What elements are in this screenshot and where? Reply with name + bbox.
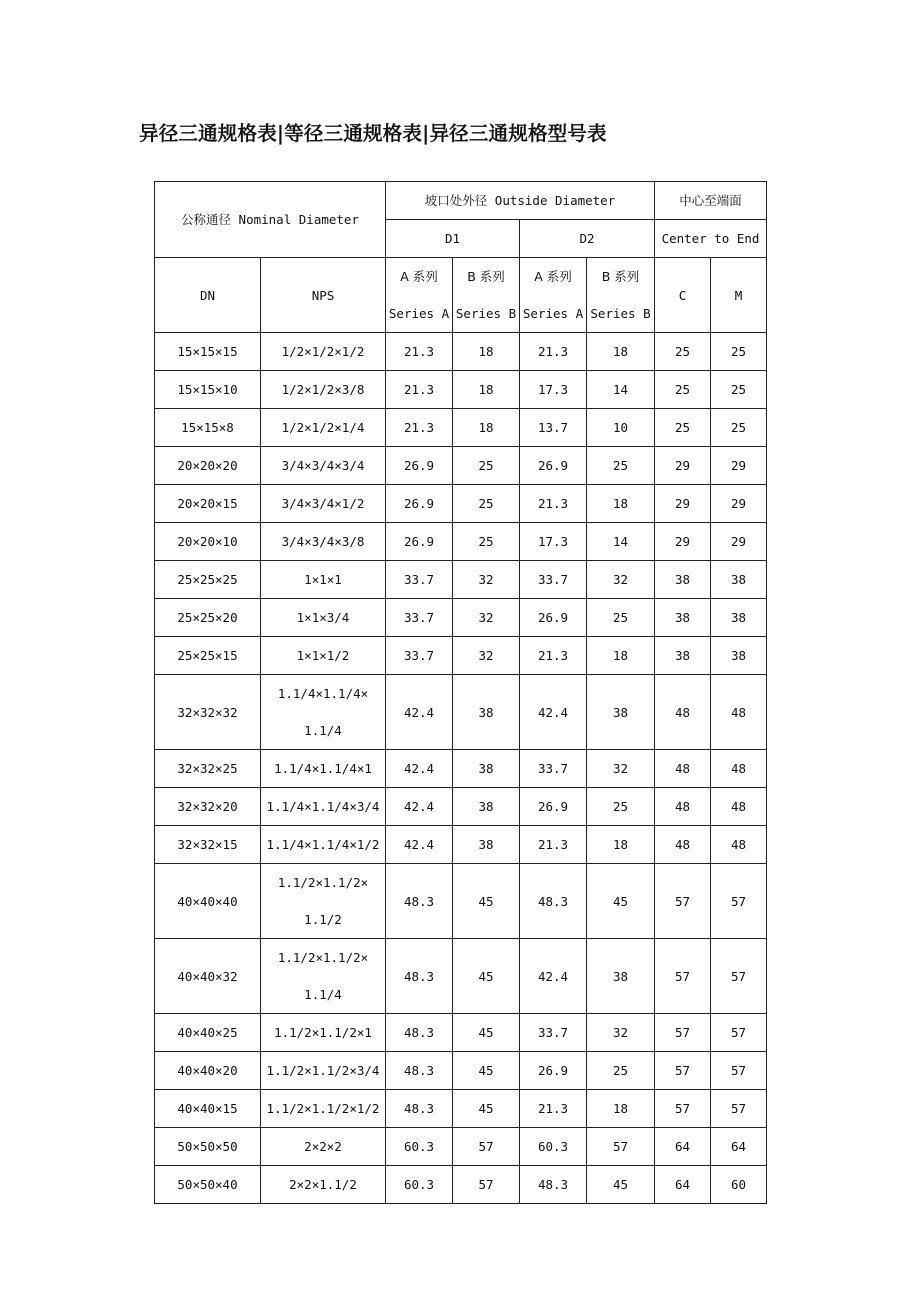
cell-c: 57 xyxy=(655,939,711,1014)
cell-m: 48 xyxy=(711,826,767,864)
cell-d1-series-a: 26.9 xyxy=(386,523,453,561)
series-a-en: Series A xyxy=(388,306,450,321)
cell-d2-series-a: 60.3 xyxy=(520,1128,587,1166)
cell-d2-series-b: 18 xyxy=(587,1090,655,1128)
cell-d1-series-b: 25 xyxy=(453,485,520,523)
cell-d1-series-b: 18 xyxy=(453,409,520,447)
cell-d2-series-a: 17.3 xyxy=(520,523,587,561)
nps-line: 1.1/4 xyxy=(304,987,342,1002)
cell-c: 25 xyxy=(655,371,711,409)
cell-c: 29 xyxy=(655,447,711,485)
cell-nps xyxy=(261,826,386,864)
table-row xyxy=(155,485,767,523)
cell-c: 25 xyxy=(655,409,711,447)
cell-d2-series-a: 21.3 xyxy=(520,1090,587,1128)
page-title: 异径三通规格表|等径三通规格表|异径三通规格型号表 xyxy=(139,122,607,145)
table-row xyxy=(155,561,767,599)
series-a-cn: A 系列 xyxy=(534,269,572,284)
cell-d2-series-a: 48.3 xyxy=(520,864,587,939)
header-m: M xyxy=(711,258,767,333)
cell-m: 57 xyxy=(711,864,767,939)
cell-nps xyxy=(261,864,386,939)
cell-d2-series-b: 57 xyxy=(587,1128,655,1166)
cell-dn: 32×32×15 xyxy=(155,826,261,864)
cell-dn: 32×32×32 xyxy=(155,675,261,750)
series-b-en: Series B xyxy=(455,306,517,321)
cell-d2-series-a: 48.3 xyxy=(520,1166,587,1204)
cell-d2-series-a: 21.3 xyxy=(520,333,587,371)
cell-nps xyxy=(261,409,386,447)
cell-d2-series-a: 26.9 xyxy=(520,599,587,637)
header-d2: D2 xyxy=(520,220,655,258)
cell-dn: 40×40×15 xyxy=(155,1090,261,1128)
cell-dn: 50×50×40 xyxy=(155,1166,261,1204)
nps-line: 1/2×1/2×3/8 xyxy=(281,382,365,397)
cell-c: 38 xyxy=(655,561,711,599)
cell-d1-series-b: 32 xyxy=(453,599,520,637)
nps-line: 3/4×3/4×1/2 xyxy=(281,496,365,511)
cell-nps xyxy=(261,939,386,1014)
cell-d2-series-a: 33.7 xyxy=(520,561,587,599)
cell-d1-series-b: 45 xyxy=(453,939,520,1014)
cell-m: 38 xyxy=(711,599,767,637)
cell-m: 25 xyxy=(711,371,767,409)
series-b-cn: B 系列 xyxy=(467,269,505,284)
cell-d2-series-b: 25 xyxy=(587,447,655,485)
cell-d2-series-b: 14 xyxy=(587,523,655,561)
tee-spec-table xyxy=(154,181,767,1204)
cell-d1-series-a: 48.3 xyxy=(386,1052,453,1090)
nps-line: 1/2×1/2×1/2 xyxy=(281,344,365,359)
cell-d1-series-b: 25 xyxy=(453,447,520,485)
cell-d2-series-b: 18 xyxy=(587,485,655,523)
nps-line: 1×1×1 xyxy=(304,572,342,587)
cell-d1-series-b: 38 xyxy=(453,826,520,864)
cell-d1-series-b: 38 xyxy=(453,750,520,788)
cell-m: 64 xyxy=(711,1128,767,1166)
cell-d2-series-a: 21.3 xyxy=(520,485,587,523)
cell-m: 57 xyxy=(711,1052,767,1090)
cell-d2-series-a: 26.9 xyxy=(520,447,587,485)
cell-m: 29 xyxy=(711,485,767,523)
cell-d1-series-b: 38 xyxy=(453,675,520,750)
cell-d1-series-a: 60.3 xyxy=(386,1166,453,1204)
nps-line: 1.1/4×1.1/4× xyxy=(277,686,369,701)
cell-d1-series-a: 33.7 xyxy=(386,561,453,599)
nps-line: 1×1×3/4 xyxy=(296,610,350,625)
table-row xyxy=(155,599,767,637)
cell-d1-series-b: 32 xyxy=(453,637,520,675)
cell-d1-series-b: 18 xyxy=(453,371,520,409)
nps-line: 1.1/4×1.1/4×1 xyxy=(274,761,372,776)
cell-dn: 32×32×20 xyxy=(155,788,261,826)
cell-c: 29 xyxy=(655,485,711,523)
nps-line: 3/4×3/4×3/4 xyxy=(281,458,365,473)
cell-nps xyxy=(261,1014,386,1052)
series-b-cn: B 系列 xyxy=(601,269,640,284)
cell-m: 57 xyxy=(711,1014,767,1052)
table-row xyxy=(155,371,767,409)
cell-nps xyxy=(261,561,386,599)
header-row-1 xyxy=(155,182,767,220)
cell-d1-series-b: 45 xyxy=(453,1090,520,1128)
cell-d2-series-b: 14 xyxy=(587,371,655,409)
series-b-en: Series B xyxy=(590,306,651,321)
cell-m: 25 xyxy=(711,409,767,447)
cell-m: 48 xyxy=(711,675,767,750)
header-d1-series-b xyxy=(453,258,520,333)
cell-d2-series-a: 42.4 xyxy=(520,939,587,1014)
cell-d1-series-b: 38 xyxy=(453,788,520,826)
cell-d2-series-a: 17.3 xyxy=(520,371,587,409)
nps-line: 1.1/2×1.1/2×3/4 xyxy=(266,1063,380,1078)
nps-line: 1.1/2 xyxy=(304,912,342,927)
cell-m: 57 xyxy=(711,1090,767,1128)
cell-m: 48 xyxy=(711,788,767,826)
cell-d1-series-a: 60.3 xyxy=(386,1128,453,1166)
cell-nps xyxy=(261,750,386,788)
cell-dn: 15×15×10 xyxy=(155,371,261,409)
cell-d1-series-a: 33.7 xyxy=(386,599,453,637)
cell-nps xyxy=(261,523,386,561)
cell-d1-series-a: 42.4 xyxy=(386,826,453,864)
nps-line: 2×2×2 xyxy=(304,1139,342,1154)
cell-d1-series-b: 18 xyxy=(453,333,520,371)
cell-d2-series-a: 42.4 xyxy=(520,675,587,750)
cell-nps xyxy=(261,599,386,637)
cell-m: 38 xyxy=(711,637,767,675)
series-a-en: Series A xyxy=(522,306,584,321)
cell-c: 48 xyxy=(655,750,711,788)
cell-d2-series-b: 32 xyxy=(587,750,655,788)
table-row xyxy=(155,1128,767,1166)
cell-d2-series-b: 25 xyxy=(587,1052,655,1090)
cell-d1-series-a: 48.3 xyxy=(386,939,453,1014)
table-row xyxy=(155,447,767,485)
nps-line: 1.1/4 xyxy=(304,723,342,738)
cell-nps xyxy=(261,333,386,371)
table-row xyxy=(155,333,767,371)
cell-d1-series-a: 48.3 xyxy=(386,1090,453,1128)
cell-d2-series-b: 18 xyxy=(587,826,655,864)
table-row xyxy=(155,637,767,675)
cell-d1-series-b: 32 xyxy=(453,561,520,599)
header-d2-series-a xyxy=(520,258,587,333)
nps-line: 1.1/2×1.1/2×1 xyxy=(274,1025,372,1040)
cell-nps xyxy=(261,1090,386,1128)
nps-line: 1.1/2×1.1/2× xyxy=(277,950,369,965)
cell-d1-series-a: 26.9 xyxy=(386,485,453,523)
cell-d1-series-b: 57 xyxy=(453,1128,520,1166)
table-row xyxy=(155,788,767,826)
cell-nps xyxy=(261,675,386,750)
header-row-3 xyxy=(155,258,767,333)
cell-d2-series-b: 10 xyxy=(587,409,655,447)
nps-line: 1×1×1/2 xyxy=(296,648,350,663)
cell-d1-series-a: 42.4 xyxy=(386,675,453,750)
table-row xyxy=(155,1014,767,1052)
cell-c: 57 xyxy=(655,1052,711,1090)
table-row xyxy=(155,1090,767,1128)
cell-dn: 40×40×25 xyxy=(155,1014,261,1052)
header-center-to-end-en: Center to End xyxy=(655,220,767,258)
cell-dn: 32×32×25 xyxy=(155,750,261,788)
cell-d2-series-b: 18 xyxy=(587,333,655,371)
cell-dn: 50×50×50 xyxy=(155,1128,261,1166)
cell-d1-series-a: 21.3 xyxy=(386,333,453,371)
cell-d2-series-a: 26.9 xyxy=(520,1052,587,1090)
cell-c: 25 xyxy=(655,333,711,371)
table-row xyxy=(155,523,767,561)
cell-d1-series-a: 26.9 xyxy=(386,447,453,485)
cell-d2-series-b: 25 xyxy=(587,599,655,637)
series-a-cn: A 系列 xyxy=(400,269,438,284)
nps-line: 1.1/4×1.1/4×3/4 xyxy=(266,799,380,814)
cell-c: 64 xyxy=(655,1166,711,1204)
cell-c: 64 xyxy=(655,1128,711,1166)
cell-d1-series-b: 45 xyxy=(453,1052,520,1090)
cell-d2-series-a: 21.3 xyxy=(520,637,587,675)
header-d1: D1 xyxy=(386,220,520,258)
cell-d2-series-b: 25 xyxy=(587,788,655,826)
cell-d1-series-a: 48.3 xyxy=(386,864,453,939)
cell-c: 29 xyxy=(655,523,711,561)
nps-line: 2×2×1.1/2 xyxy=(289,1177,357,1192)
cell-nps xyxy=(261,447,386,485)
table-row xyxy=(155,1052,767,1090)
cell-dn: 40×40×32 xyxy=(155,939,261,1014)
cell-d1-series-a: 42.4 xyxy=(386,750,453,788)
cell-d2-series-b: 18 xyxy=(587,637,655,675)
nps-line: 3/4×3/4×3/8 xyxy=(281,534,365,549)
cell-dn: 40×40×20 xyxy=(155,1052,261,1090)
table-row xyxy=(155,1166,767,1204)
cell-c: 57 xyxy=(655,1014,711,1052)
header-center-to-end-cn: 中心至端面 xyxy=(655,182,767,220)
header-nominal-diameter: 公称通径 Nominal Diameter xyxy=(155,182,386,258)
cell-c: 38 xyxy=(655,599,711,637)
cell-m: 29 xyxy=(711,447,767,485)
header-outside-diameter: 坡口处外径 Outside Diameter xyxy=(386,182,655,220)
cell-m: 48 xyxy=(711,750,767,788)
cell-nps xyxy=(261,1128,386,1166)
cell-m: 60 xyxy=(711,1166,767,1204)
cell-c: 57 xyxy=(655,1090,711,1128)
cell-c: 48 xyxy=(655,675,711,750)
cell-nps xyxy=(261,1166,386,1204)
nps-line: 1.1/2×1.1/2×1/2 xyxy=(266,1101,380,1116)
cell-d2-series-b: 45 xyxy=(587,864,655,939)
table-row xyxy=(155,675,767,750)
table-row xyxy=(155,939,767,1014)
cell-d1-series-b: 45 xyxy=(453,1014,520,1052)
cell-d2-series-a: 26.9 xyxy=(520,788,587,826)
cell-dn: 25×25×25 xyxy=(155,561,261,599)
cell-dn: 20×20×20 xyxy=(155,447,261,485)
cell-d2-series-a: 33.7 xyxy=(520,750,587,788)
cell-c: 48 xyxy=(655,788,711,826)
cell-d2-series-a: 33.7 xyxy=(520,1014,587,1052)
cell-m: 57 xyxy=(711,939,767,1014)
cell-d1-series-b: 45 xyxy=(453,864,520,939)
cell-d1-series-a: 42.4 xyxy=(386,788,453,826)
cell-nps xyxy=(261,485,386,523)
header-d2-series-b xyxy=(587,258,655,333)
cell-d2-series-a: 21.3 xyxy=(520,826,587,864)
cell-c: 57 xyxy=(655,864,711,939)
cell-dn: 40×40×40 xyxy=(155,864,261,939)
table-row xyxy=(155,750,767,788)
cell-d2-series-b: 38 xyxy=(587,675,655,750)
header-dn: DN xyxy=(155,258,261,333)
cell-dn: 20×20×15 xyxy=(155,485,261,523)
cell-dn: 15×15×8 xyxy=(155,409,261,447)
cell-d1-series-a: 48.3 xyxy=(386,1014,453,1052)
cell-d2-series-b: 45 xyxy=(587,1166,655,1204)
cell-d2-series-b: 32 xyxy=(587,561,655,599)
cell-d1-series-b: 25 xyxy=(453,523,520,561)
cell-dn: 20×20×10 xyxy=(155,523,261,561)
nps-line: 1.1/4×1.1/4×1/2 xyxy=(266,837,380,852)
table-row xyxy=(155,409,767,447)
table-row xyxy=(155,864,767,939)
cell-c: 38 xyxy=(655,637,711,675)
cell-d2-series-b: 38 xyxy=(587,939,655,1014)
cell-d1-series-a: 21.3 xyxy=(386,371,453,409)
table-row xyxy=(155,826,767,864)
cell-dn: 15×15×15 xyxy=(155,333,261,371)
cell-m: 38 xyxy=(711,561,767,599)
cell-nps xyxy=(261,788,386,826)
cell-dn: 25×25×15 xyxy=(155,637,261,675)
header-c: C xyxy=(655,258,711,333)
cell-c: 48 xyxy=(655,826,711,864)
cell-nps xyxy=(261,637,386,675)
cell-d1-series-a: 33.7 xyxy=(386,637,453,675)
header-d1-series-a xyxy=(386,258,453,333)
cell-m: 25 xyxy=(711,333,767,371)
nps-line: 1.1/2×1.1/2× xyxy=(277,875,369,890)
nps-line: 1/2×1/2×1/4 xyxy=(281,420,365,435)
cell-d1-series-a: 21.3 xyxy=(386,409,453,447)
cell-m: 29 xyxy=(711,523,767,561)
cell-d2-series-b: 32 xyxy=(587,1014,655,1052)
cell-d1-series-b: 57 xyxy=(453,1166,520,1204)
cell-nps xyxy=(261,371,386,409)
header-nps: NPS xyxy=(261,258,386,333)
cell-dn: 25×25×20 xyxy=(155,599,261,637)
cell-d2-series-a: 13.7 xyxy=(520,409,587,447)
cell-nps xyxy=(261,1052,386,1090)
